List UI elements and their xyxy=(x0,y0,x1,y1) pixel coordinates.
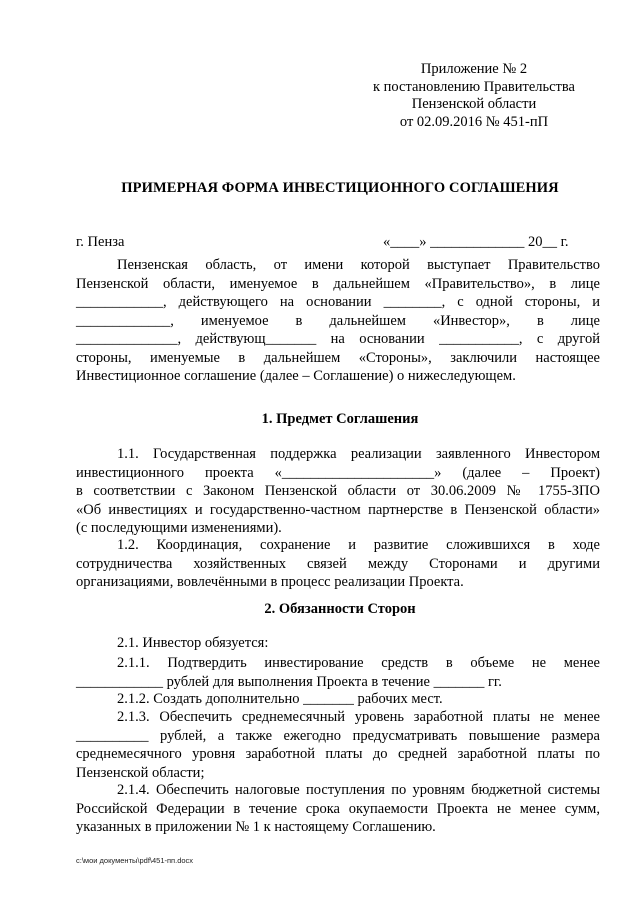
clause-2-1-4 xyxy=(76,781,600,837)
clause-line: среднемесячного уровня заработной платы до средней заработной платы по xyxy=(76,746,600,762)
section-2-heading: 2. Обязанности Сторон xyxy=(264,601,416,617)
appendix-date: от 02.09.2016 № 451-пП xyxy=(399,113,549,130)
clause-line: Пензенской области; xyxy=(76,764,205,781)
clause-line: 2.1.1. Подтвердить инвестирование средств в объеме не менее xyxy=(117,655,600,671)
clause-2-1-2 xyxy=(76,690,600,709)
document-title: ПРИМЕРНАЯ ФОРМА ИНВЕСТИЦИОННОГО СОГЛАШЕНИЯ xyxy=(121,180,559,196)
clause-line: 1.1. Государственная поддержка реализации заявленного Инвестором xyxy=(117,446,600,462)
clause-line: __________ рублей, а также ежегодно предусматривать повышение размера xyxy=(76,727,600,744)
agreement-date: «____» _____________ 20__ г. xyxy=(383,234,569,250)
appendix-number: Приложение № 2 xyxy=(420,61,528,77)
preamble-line: Инвестиционное соглашение (далее – Соглашение) о нижеследующем. xyxy=(76,368,516,384)
preamble-line: ____________, действующего на основании ________, с одной стороны, и xyxy=(76,294,600,310)
clause-line: 1.2. Координация, сохранение и развитие сложившихся в ходе xyxy=(117,537,600,553)
preamble-line: _____________, именуемое в дальнейшем «Инвестор», в лице xyxy=(76,312,600,329)
city-name: г. Пенза xyxy=(76,234,125,250)
clause-2-1 xyxy=(76,634,600,653)
preamble-paragraph xyxy=(76,256,600,386)
clause-2-1-1 xyxy=(76,654,600,691)
clause-line: 2.1.3. Обеспечить среднемесячный уровень заработной платы не менее xyxy=(117,709,600,725)
clause-line: «Об инвестициях и государственно-частном партнерстве в Пензенской области» xyxy=(76,501,600,518)
clause-line: указанных в приложении № 1 к настоящему Соглашению. xyxy=(76,819,436,835)
file-path-footer: c:\мои документы\pdf\451-пп.docx xyxy=(76,856,194,865)
clause-1-2 xyxy=(76,536,600,592)
preamble-line: ______________, действующ_______ на основании ___________, с другой xyxy=(76,331,600,347)
clause-line: 2.1. Инвестор обязуется: xyxy=(117,635,269,651)
preamble-line: стороны, именуемые в дальнейшем «Стороны», заключили настоящее xyxy=(76,349,600,366)
clause-line: 2.1.2. Создать дополнительно _______ рабочих мест. xyxy=(117,691,443,707)
clause-line: организациями, вовлечёнными в процесс реализации Проекта. xyxy=(76,574,464,590)
preamble-line: Пензенская область, от имени которой выступает Правительство xyxy=(117,257,600,273)
appendix-region: Пензенской области xyxy=(411,96,537,112)
clause-line: инвестиционного проекта «_____________________» (далее – Проект) xyxy=(76,464,600,481)
clause-line: ____________ рублей для выполнения Проекта в течение _______ гг. xyxy=(76,673,502,690)
clause-line: (с последующими изменениями). xyxy=(76,520,282,536)
clause-line: 2.1.4. Обеспечить налоговые поступления по уровням бюджетной системы xyxy=(117,782,600,798)
clause-2-1-3 xyxy=(76,708,600,782)
preamble-line: Пензенской области, именуемое в дальнейшем «Правительство», в лице xyxy=(76,275,600,292)
clause-line: Российской Федерации в течение срока окупаемости Проекта не менее сумм, xyxy=(76,800,600,817)
appendix-resolution: к постановлению Правительства xyxy=(373,78,575,95)
clause-line: сотрудничества хозяйственных связей между Сторонами и другими xyxy=(76,555,600,572)
appendix-reference xyxy=(368,61,580,131)
section-1-heading: 1. Предмет Соглашения xyxy=(261,411,419,427)
clause-1-1 xyxy=(76,445,600,538)
clause-line: в соответствии с Законом Пензенской области от 30.06.2009 № 1755-ЗПО xyxy=(76,483,600,499)
